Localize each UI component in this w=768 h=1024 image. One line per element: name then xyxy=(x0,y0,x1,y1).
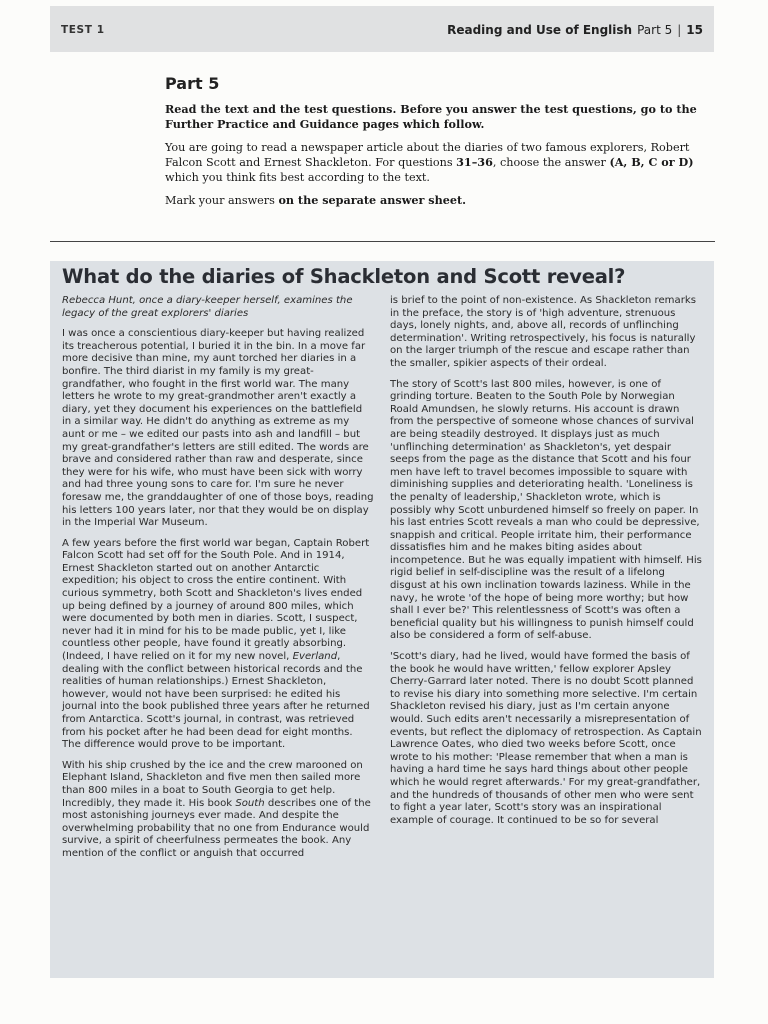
novel-title: Everland xyxy=(292,651,338,663)
part-heading: Part 5 xyxy=(165,74,220,93)
paragraph-1: I was once a conscientious diary-keeper but having realized its treacherous potential, I buried it in the bin. In a move far more decisive than mine, my aunt torched her diaries in a bonfire. The third diarist in my family is my great-grandfather, who fought in the first world war. The many letters he wrote to my great-grandmother aren't exactly a diary, yet they document his experiences on the battlefield in a similar way. He didn't do anything as extreme as my aunt or me – we edited our pasts into ash and landfill – but my great-grandfather's letters are still edited. The words are brave and considered rather than raw and desperate, since they were for his wife, who must have been sick with worry and had three young sons to care for. I'm sure he never foresaw me, the granddaughter of one of those boys, reading his letters 100 years later, nor that they would be on display in the Imperial War Museum. xyxy=(62,328,374,529)
divider xyxy=(50,241,715,242)
instruction-text: Read the text and the test questions. Before you answer the test questions, go to the Further Practice and Guidance pages which follow. xyxy=(165,102,697,131)
right-column xyxy=(390,295,702,869)
header-separator: | xyxy=(677,23,682,37)
article-columns xyxy=(62,295,702,869)
article-title: What do the diaries of Shackleton and Scott reveal? xyxy=(62,265,626,288)
paragraph-3 xyxy=(62,760,374,861)
byline: Rebecca Hunt, once a diary-keeper herself, examines the legacy of the great explorers' diaries xyxy=(62,295,353,319)
task-text-mid: , choose the answer xyxy=(492,156,610,169)
section-title: Reading and Use of English xyxy=(447,23,633,37)
task-text-start: You are going to read a newspaper article about the diaries of two famous explorers, Robert Falcon Scott and Ernest Shackleton. For questions xyxy=(165,141,690,169)
article-box xyxy=(50,261,714,978)
task-text-end: which you think fits best according to the text. xyxy=(165,171,430,184)
paragraph-5: The story of Scott's last 800 miles, however, is one of grinding torture. Beaten to the South Pole by Norwegian Roald Amundsen, he slowly returns. His account is drawn from the perspective of someone whose chances of survival are being steadily destroyed. It displays just as much 'unflinching determination' as Shackleton's, yet despair seeps from the page as the distance that Scott and his four men have left to travel becomes impossible to square with diminishing supplies and deteriorating health. 'Loneliness is the penalty of leadership,' Shackleton wrote, which is possibly why Scott unburdened himself so freely on paper. In his last entries Scott reveals a man who could be depressive, snappish and critical. People irritate him, their performance dissatisfies him and he makes biting asides about incompetence. But he was equally impatient with himself. His rigid belief in self-discipline was the result of a lifelong disgust at his own inclination towards laziness. While in the navy, he wrote 'of the hope of being more worthy; but how shall I ever be?' This relentlessness of Scott's was often a beneficial quality but his willingness to punish himself could also be considered a form of self-abuse. xyxy=(390,378,702,642)
paragraph-3-start: With his ship crushed by the ice and the crew marooned on Elephant Island, Shackleton and five men then sailed more than 800 miles in a boat to South Georgia to get help. Incredibly, they made it. His book xyxy=(62,759,363,809)
answer-sheet-note: on the separate answer sheet. xyxy=(278,193,467,207)
part-label: Part 5 xyxy=(637,23,673,37)
paragraph-2 xyxy=(62,538,374,752)
header-right xyxy=(447,23,703,37)
task-text xyxy=(165,140,717,185)
paragraph-6: 'Scott's diary, had he lived, would have formed the basis of the book he would have written,' fellow explorer Apsley Cherry-Garrard later noted. There is no doubt Scott planned to revise his diary into something more selective. I'm certain Shackleton revised his diary, just as I'm certain anyone would. Such edits aren't necessarily a misrepresentation of events, but reflect the diplomacy of retrospection. As Captain Lawrence Oates, who died two weeks before Scott, once wrote to his mother: 'Please remember that when a man is having a hard time he says hard things about other people which he would regret afterwards.' For my great-grandfather, and the hundreds of thousands of other men who were sent to fight a year later, Scott's story was an inspirational example of courage. It continued to be so for several xyxy=(390,651,702,826)
page-number: 15 xyxy=(686,23,703,37)
paragraph-4: is brief to the point of non-existence. As Shackleton remarks in the preface, the story is of 'high adventure, strenuous days, lonely nights, and, above all, records of unflinching determination'. Writing retrospectively, his focus is naturally on the larger triumph of the rescue and escape rather than the smaller, spikier aspects of their ordeal. xyxy=(390,295,696,369)
book-title: South xyxy=(235,797,265,809)
test-label: TEST 1 xyxy=(61,24,105,36)
page-header xyxy=(50,6,714,52)
paragraph-2-start: A few years before the first world war began, Captain Robert Falcon Scott had set off for the South Pole. And in 1914, Ernest Shackleton started out on another Antarctic expedition; his object to cross the entire continent. With curious symmetry, both Scott and Shackleton's lives ended up being defined by a journey of around 800 miles, which were documented by both men in diaries. Scott, I suspect, never had it in mind for his to be made public, yet I, like countless other people, have found it greatly absorbing. (Indeed, I have relied on it for my new novel, xyxy=(62,537,370,663)
answer-options: (A, B, C or D) xyxy=(609,155,694,169)
left-column xyxy=(62,295,374,869)
mark-text xyxy=(165,193,717,208)
paragraph-2-end: , dealing with the conflict between historical records and the realities of human relationships.) Ernest Shackleton, however, would not have been surprised: he edited his journal into the book published three years after he returned from Antarctica. Scott's journal, in contrast, was retrieved from his pocket after he had been dead for eight months. The difference would prove to be important. xyxy=(62,651,370,751)
question-range: 31–36 xyxy=(456,155,493,169)
paragraph-3-end: describes one of the most astonishing journeys ever made. And despite the overwhelming probability that no one from Endurance would survive, a spirit of cheerfulness permeates the book. Any mention of the conflict or anguish that occurred xyxy=(62,797,371,859)
mark-text-start: Mark your answers xyxy=(165,194,279,207)
instructions xyxy=(165,76,717,216)
